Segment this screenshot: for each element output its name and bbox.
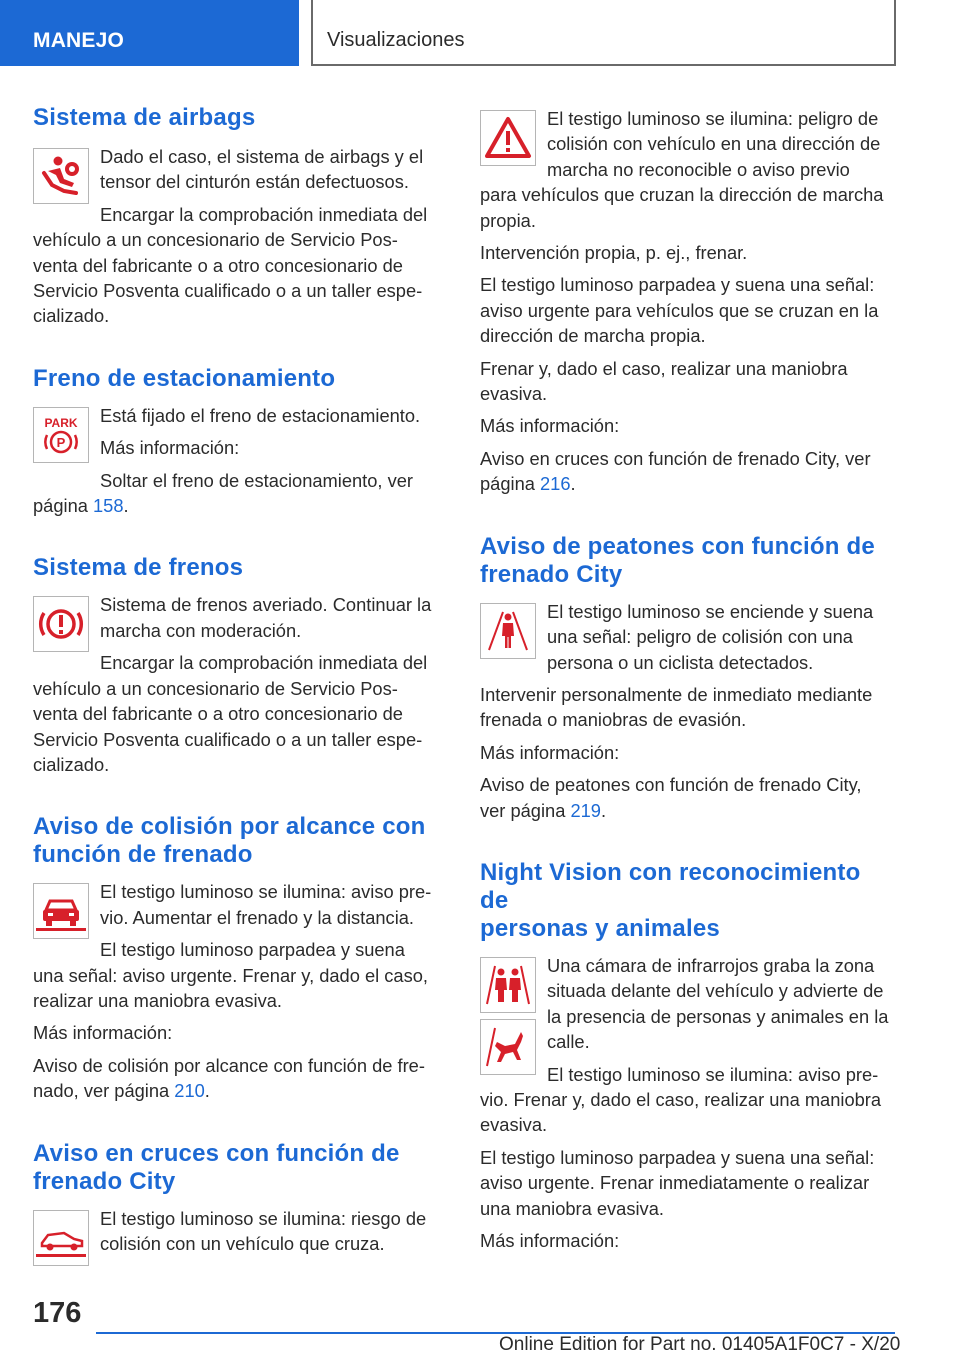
nightvision-body-2a: El testigo luminoso parpadea y suena una señal: — [480, 1146, 875, 1168]
crossing-cont-line-1: El testigo luminoso se ilumina: peligro de — [547, 108, 879, 129]
collision-more: Más información: — [33, 1022, 173, 1044]
airbag-body-3: venta del fabricante o a otro concesionario de — [33, 254, 403, 276]
crossing-line-1: El testigo luminoso se ilumina: riesgo de — [100, 1207, 427, 1229]
nightvision-body-2b: aviso urgente. Frenar inmediatamente o realizar — [480, 1172, 870, 1194]
crossing-cont-body-3c: dirección de marcha propia. — [480, 325, 706, 347]
brakes-line-1: Sistema de frenos averiado. Continuar la — [100, 594, 432, 616]
warning-triangle-icon — [480, 110, 536, 166]
pedestrian-line-3: persona o un ciclista detectados. — [547, 651, 814, 673]
collision-heading-2: función de frenado — [33, 841, 253, 869]
pedestrian-more: Más información: — [480, 741, 620, 763]
svg-text:PARK: PARK — [44, 415, 78, 430]
right-column — [480, 100, 892, 1253]
nightvision-line-5: El testigo luminoso se ilumina: aviso pre- — [547, 1063, 879, 1085]
pedestrian-section — [480, 599, 892, 823]
collision-line-1: El testigo luminoso se ilumina: aviso pre- — [100, 881, 432, 903]
brakes-body-4: Servicio Posventa cualificado o a un taller espe- — [33, 728, 423, 750]
nightvision-body-1a: vio. Frenar y, dado el caso, realizar una maniobra — [480, 1088, 882, 1110]
crossing-cont-body-1b: propia. — [480, 209, 536, 231]
airbag-body-4: Servicio Posventa cualificado o a un taller espe- — [33, 280, 423, 302]
pedestrian-ref-2 — [480, 798, 892, 823]
brakes-section — [33, 592, 445, 777]
pedestrian-warning-icon — [480, 603, 536, 659]
crossing-cont-body-2: Intervención propia, p. ej., frenar. — [480, 242, 748, 264]
pedestrian-body-1b: frenada o maniobras de evasión. — [480, 709, 747, 731]
collision-page-link[interactable]: 210 — [174, 1080, 205, 1102]
nightvision-section — [480, 953, 892, 1253]
page-number: 176 — [33, 1297, 82, 1329]
nightvision-line-1: Una cámara de infrarrojos graba la zona — [547, 954, 875, 976]
pedestrian-ref-suffix: . — [600, 799, 607, 821]
topic-tab[interactable] — [311, 0, 896, 66]
parking-section — [33, 403, 445, 519]
crossing-cont-more: Más información: — [480, 415, 620, 437]
brakes-body-5: cializado. — [33, 753, 110, 775]
nightvision-heading-1: Night Vision con reconocimiento de — [480, 858, 861, 914]
pedestrian-body-1a: Intervenir personalmente de inmediato mediante — [480, 683, 873, 705]
parking-line-4 — [33, 493, 445, 518]
brakes-heading: Sistema de frenos — [33, 554, 244, 582]
parking-brake-icon — [33, 407, 89, 463]
crossing-car-icon — [33, 1210, 89, 1266]
nightvision-line-4: calle. — [547, 1031, 590, 1053]
persons-warning-icon — [480, 957, 536, 1013]
brake-system-icon — [33, 596, 89, 652]
collision-flash-1: El testigo luminoso parpadea y suena — [100, 939, 405, 961]
parking-heading: Freno de estacionamiento — [33, 364, 336, 392]
airbag-line-2: tensor del cinturón están defectuosos. — [100, 171, 409, 193]
nightvision-body-2c: una maniobra evasiva. — [480, 1197, 664, 1219]
crossing-line-2: colisión con un vehículo que cruza. — [100, 1232, 385, 1254]
front-collision-icon — [33, 883, 89, 939]
crossing-cont-body-4a: Frenar y, dado el caso, realizar una maniobra — [480, 357, 848, 379]
crossing-page-link[interactable]: 216 — [539, 473, 571, 495]
airbag-body-5: cializado. — [33, 305, 110, 327]
collision-section — [33, 879, 445, 1103]
nightvision-heading-2: personas y animales — [480, 914, 720, 942]
parking-line-1: Está fijado el freno de estacionamiento. — [100, 404, 421, 426]
collision-body-2: realizar una maniobra evasiva. — [33, 989, 282, 1011]
parking-line-3: Soltar el freno de estacionamiento, ver — [100, 469, 413, 491]
parking-page-suffix: . — [123, 495, 129, 517]
crossing-cont-line-3: marcha no reconocible o aviso previo — [547, 158, 850, 180]
animal-warning-icon — [480, 1019, 536, 1075]
collision-ref-1: Aviso de colisión por alcance con función de fre- — [33, 1054, 425, 1076]
left-column — [33, 100, 445, 1256]
parking-page-prefix: página — [33, 495, 93, 517]
crossing-cont-body-4b: evasiva. — [480, 383, 548, 405]
pedestrian-heading-1: Aviso de peatones con función de — [480, 532, 875, 560]
crossing-cont-body-3b: aviso urgente para vehículos que se cruzan en la — [480, 299, 879, 321]
crossing-ref-prefix: página — [480, 473, 540, 495]
nightvision-line-3: la presencia de personas y animales en la — [547, 1005, 889, 1027]
crossing-heading-1: Aviso en cruces con función de — [33, 1139, 400, 1167]
crossing-cont-body-3a: El testigo luminoso parpadea y suena una señal: — [480, 274, 875, 296]
svg-text:P: P — [56, 434, 66, 450]
crossing-heading-2: frenado City — [33, 1167, 176, 1195]
pedestrian-page-link[interactable]: 219 — [570, 799, 601, 821]
airbag-heading: Sistema de airbags — [33, 104, 256, 131]
airbag-body-1: Encargar la comprobación inmediata del — [100, 203, 428, 225]
section-tab-label: MANEJO — [33, 29, 125, 52]
pedestrian-ref-prefix: ver página — [480, 799, 571, 821]
crossing-cont-ref-1: Aviso en cruces con función de frenado City, ver — [480, 447, 871, 469]
collision-body-1: una señal: aviso urgente. Frenar y, dado el caso, — [33, 964, 428, 986]
brakes-body-2: vehículo a un concesionario de Servicio Pos- — [33, 677, 398, 699]
pedestrian-ref-1: Aviso de peatones con función de frenado City, — [480, 774, 862, 796]
nightvision-more: Más información: — [480, 1230, 620, 1251]
pedestrian-line-2: una señal: peligro de colisión con una — [547, 626, 853, 648]
parking-line-2: Más información: — [100, 437, 240, 459]
nightvision-body-1b: evasiva. — [480, 1114, 548, 1136]
edition-note: Online Edition for Part no. 01405A1F0C7 - X/20 — [499, 1334, 901, 1355]
pedestrian-line-1: El testigo luminoso se enciende y suena — [547, 600, 874, 622]
crossing-continued-section — [480, 106, 892, 497]
nightvision-line-2: situada delante del vehículo y advierte de — [547, 980, 884, 1002]
airbag-section — [33, 144, 445, 329]
collision-ref-prefix: nado, ver página — [33, 1080, 175, 1102]
section-tab[interactable] — [0, 0, 299, 66]
page-header — [0, 0, 960, 66]
brakes-body-1: Encargar la comprobación inmediata del — [100, 652, 428, 674]
brakes-line-2: marcha con moderación. — [100, 619, 302, 641]
collision-ref-2 — [33, 1078, 445, 1103]
crossing-cont-line-2: colisión con vehículo en una dirección de — [547, 133, 881, 155]
topic-tab-label: Visualizaciones — [327, 29, 465, 51]
brakes-body-3: venta del fabricante o a otro concesionario de — [33, 703, 403, 725]
crossing-ref-suffix: . — [570, 473, 576, 495]
parking-page-link[interactable]: 158 — [92, 495, 124, 517]
crossing-cont-ref-2 — [480, 471, 892, 496]
airbag-warning-icon — [33, 148, 89, 204]
airbag-line-1: Dado el caso, el sistema de airbags y el — [100, 146, 424, 167]
crossing-section — [33, 1206, 445, 1257]
crossing-cont-body-1a: para vehículos que cruzan la dirección de marcha — [480, 184, 884, 206]
collision-line-2: vio. Aumentar el frenado y la distancia. — [100, 906, 415, 928]
pedestrian-heading-2: frenado City — [480, 560, 623, 588]
collision-heading-1: Aviso de colisión por alcance con — [33, 813, 426, 841]
airbag-body-2: vehículo a un concesionario de Servicio Pos- — [33, 229, 398, 251]
collision-ref-suffix: . — [204, 1080, 210, 1102]
